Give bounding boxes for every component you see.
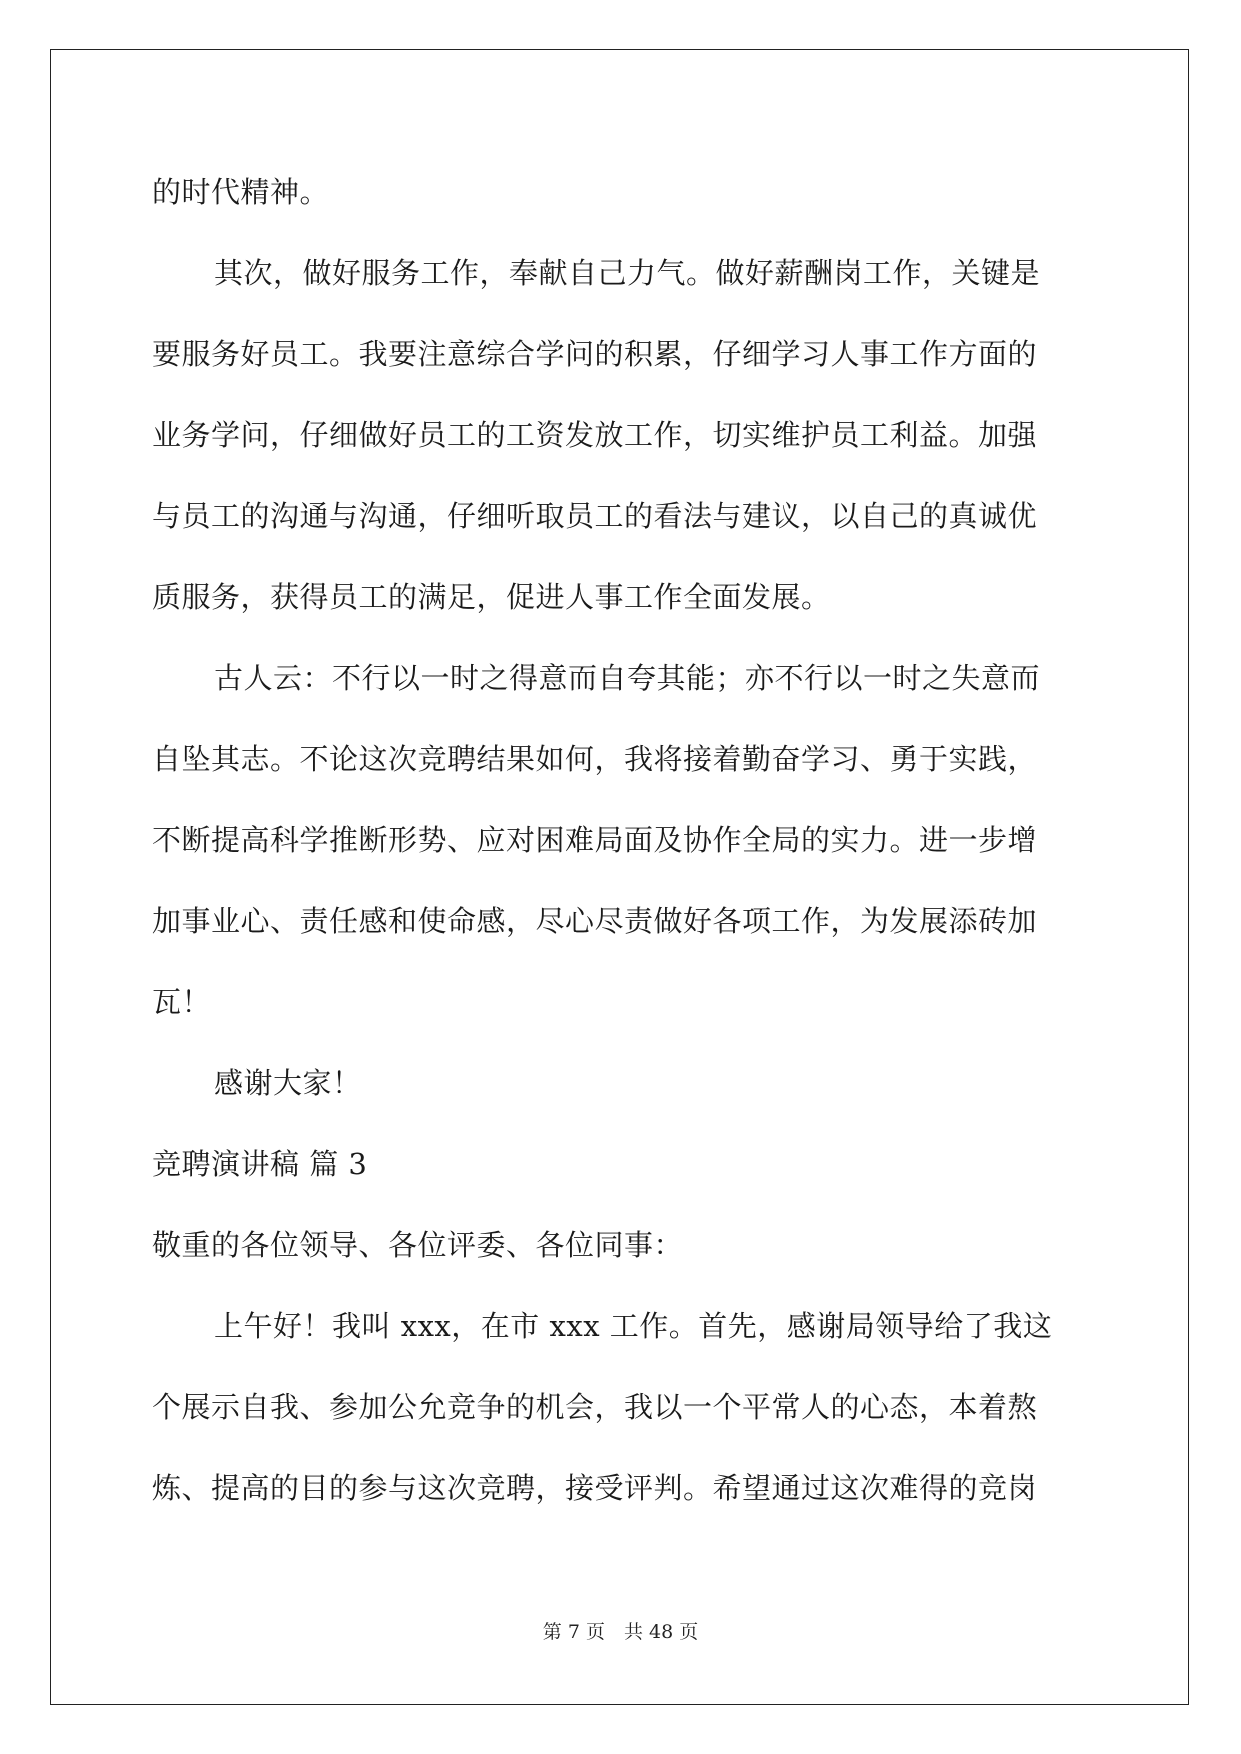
text-line: 古人云：不行以一时之得意而自夸其能；亦不行以一时之失意而 bbox=[214, 661, 1041, 695]
text-line: 加事业心、责任感和使命感，尽心尽责做好各项工作，为发展添砖加 bbox=[152, 904, 1038, 938]
text-line: 要服务好员工。我要注意综合学问的积累，仔细学习人事工作方面的 bbox=[152, 337, 1038, 371]
text-line: 不断提高科学推断形势、应对困难局面及协作全局的实力。进一步增 bbox=[152, 823, 1038, 857]
document-body bbox=[152, 152, 1092, 1529]
text-line: 个展示自我、参加公允竞争的机会，我以一个平常人的心态，本着熬 bbox=[152, 1390, 1038, 1424]
text-line: 的时代精神。 bbox=[152, 175, 330, 209]
text-line: 自坠其志。不论这次竞聘结果如何，我将接着勤奋学习、勇于实践， bbox=[152, 742, 1038, 776]
salutation: 敬重的各位领导、各位评委、各位同事： bbox=[152, 1228, 684, 1262]
section-heading: 竞聘演讲稿 篇 3 bbox=[152, 1147, 368, 1181]
text-line: 感谢大家！ bbox=[214, 1066, 362, 1100]
page-number: 第 7 页 共 48 页 bbox=[542, 1621, 699, 1643]
text-line: 上午好！我叫 xxx，在市 xxx 工作。首先，感谢局领导给了我这 bbox=[214, 1309, 1053, 1343]
text-line: 其次，做好服务工作，奉献自己力气。做好薪酬岗工作，关键是 bbox=[214, 256, 1041, 290]
text-line: 炼、提高的目的参与这次竞聘，接受评判。希望通过这次难得的竞岗 bbox=[152, 1471, 1038, 1505]
text-line: 质服务，获得员工的满足，促进人事工作全面发展。 bbox=[152, 580, 831, 614]
text-line: 与员工的沟通与沟通，仔细听取员工的看法与建议，以自己的真诚优 bbox=[152, 499, 1038, 533]
text-line: 瓦！ bbox=[152, 985, 212, 1019]
text-line: 业务学问，仔细做好员工的工资发放工作，切实维护员工利益。加强 bbox=[152, 418, 1038, 452]
